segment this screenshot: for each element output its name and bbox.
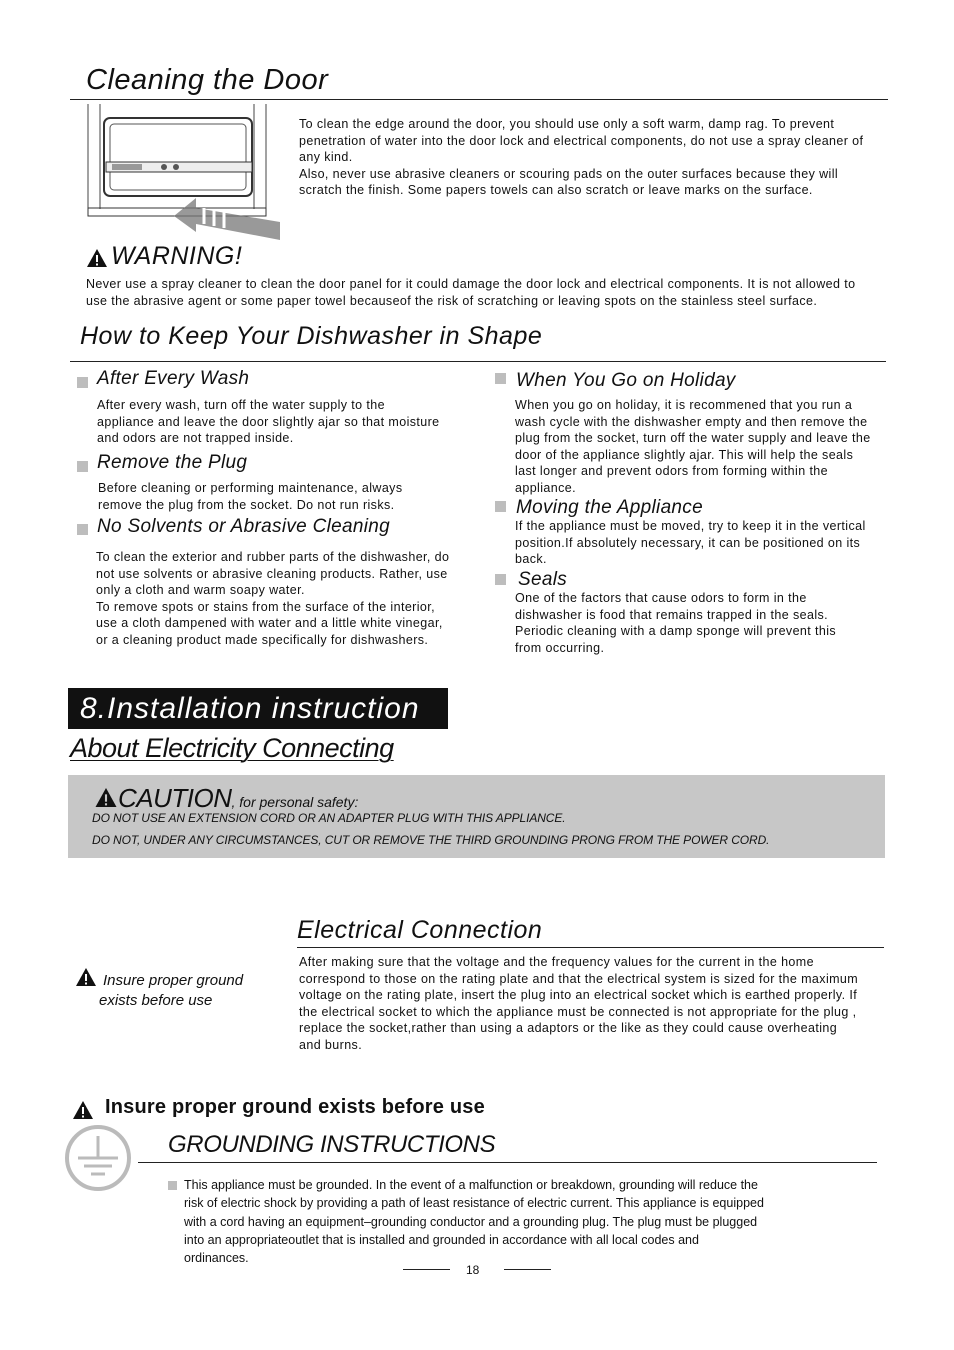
holiday-heading: When You Go on Holiday — [516, 370, 736, 391]
warning-triangle-icon — [94, 787, 118, 808]
holiday-text: When you go on holiday, it is recommened that you run a wash cycle with the dishwasher empty and then remove the plug from the socket, turn off the water supply and leave the door of the appliance slightly ajar. This will help the seals last longer and prevent odors from forming within the appliance. — [515, 398, 871, 495]
caution-box — [68, 775, 885, 858]
ground-symbol-icon — [64, 1124, 132, 1192]
caution-line-1: DO NOT USE AN EXTENSION CORD OR AN ADAPTER PLUG WITH THIS APPLIANCE. — [92, 811, 566, 825]
door-para-2: Also, never use abrasive cleaners or scouring pads on the outer surfaces because they will scratch the finish. Some papers towels can also scratch or leave marks on the surface. — [299, 166, 839, 197]
electrical-title: Electrical Connection — [297, 916, 543, 944]
footer-rule-right — [504, 1269, 551, 1270]
bullet-square — [77, 461, 88, 472]
no-solvents-para-1: To clean the exterior and rubber parts of the dishwasher, do not use solvents or abrasive cleaning products. Rather, use only a cloth and warm soapy water. — [96, 550, 450, 597]
after-wash-heading: After Every Wash — [97, 368, 250, 389]
no-solvents-text — [96, 549, 456, 648]
bullet-square — [495, 574, 506, 585]
remove-plug-heading: Remove the Plug — [97, 452, 248, 473]
after-wash-text: After every wash, turn off the water supply to the appliance and leave the door slightly ajar so that moisture and odors are not trapped inside. — [97, 398, 440, 445]
no-solvents-para-2: To remove spots or stains from the surface of the interior, use a cloth dampened with water and a little white vinegar, or a cleaning product made specifically for dishwashers. — [96, 599, 443, 647]
caution-subtitle: , for personal safety: — [231, 794, 359, 810]
warning-triangle-icon — [86, 248, 108, 268]
remove-plug-text: Before cleaning or performing maintenance, always remove the plug from the socket. Do not run risks. — [98, 481, 403, 512]
grounding-text: This appliance must be grounded. In the event of a malfunction or breakdown, grounding will reduce the risk of electric shock by providing a path of least resistance of electric current. This appliance is equipped with a cord having an equipment–grounding conductor and a grounding plug. The plug must be plugged into an appropriateoutlet that is installed and grounded in accordance with all local codes and ordinances. — [184, 1178, 764, 1266]
moving-text: If the appliance must be moved, try to keep it in the vertical position.If absolutely necessary, it can be positioned on its back. — [515, 519, 866, 566]
warning-text: Never use a spray cleaner to clean the door panel for it could damage the door lock and electrical components. It is not allowed to use the abrasive agent or some paper towel becauseof the risk of scratching or leaving spots on the stainless steel surface. — [86, 277, 856, 308]
ground-notice: Insure proper ground exists before use — [105, 1096, 485, 1118]
divider — [297, 947, 884, 948]
caution-word: CAUTION — [118, 783, 232, 813]
bullet-square — [77, 377, 88, 388]
bullet-square — [495, 373, 506, 384]
electrical-text: After making sure that the voltage and the frequency values for the current in the home correspond to those on the rating plate and that the electrical system is sized for the maximum voltage on the rating plate, insert the plug into an electrical socket which is earthed properly. If the electrical socket to which the appliance must be connected is not appropriate for the plug , replace the socket,rather than using a adaptors or the like as they could cause overheating and burns. — [299, 955, 859, 1052]
moving-heading: Moving the Appliance — [516, 497, 703, 518]
dishwasher-door-illustration — [84, 104, 284, 244]
door-cleaning-text — [299, 116, 879, 199]
installation-banner: 8.Installation instruction — [68, 688, 448, 729]
about-electricity-title: About Electricity Connecting — [70, 733, 394, 763]
bullet-square — [77, 524, 88, 535]
warning-triangle-icon — [72, 1100, 94, 1120]
shape-title: How to Keep Your Dishwasher in Shape — [80, 322, 543, 350]
side-note-line-1: Insure proper ground — [103, 972, 244, 989]
no-solvents-heading: No Solvents or Abrasive Cleaning — [97, 516, 390, 537]
divider — [70, 99, 888, 100]
seals-heading: Seals — [518, 569, 568, 590]
warning-title: WARNING! — [111, 242, 243, 270]
divider — [138, 1162, 877, 1163]
grounding-title: GROUNDING INSTRUCTIONS — [168, 1131, 496, 1158]
side-note-line-2: exists before use — [99, 992, 213, 1009]
door-para-1: To clean the edge around the door, you should use only a soft warm, damp rag. To prevent penetration of water into the door lock and electrical components, do not use a spray cleaner of any kind. — [299, 117, 864, 164]
bullet-square — [495, 501, 506, 512]
bullet-square — [168, 1181, 177, 1190]
cleaning-door-title: Cleaning the Door — [86, 64, 329, 96]
caution-line-2: DO NOT, UNDER ANY CIRCUMSTANCES, CUT OR REMOVE THE THIRD GROUNDING PRONG FROM THE POWER CORD. — [92, 833, 770, 847]
seals-text: One of the factors that cause odors to form in the dishwasher is food that remains trapped in the seals. Periodic cleaning with a damp sponge will prevent this from occurring. — [515, 591, 837, 655]
divider — [70, 361, 886, 362]
page-number: 18 — [466, 1263, 480, 1277]
footer-rule-left — [403, 1269, 450, 1270]
warning-triangle-icon — [75, 967, 97, 987]
caution-heading — [94, 783, 358, 814]
